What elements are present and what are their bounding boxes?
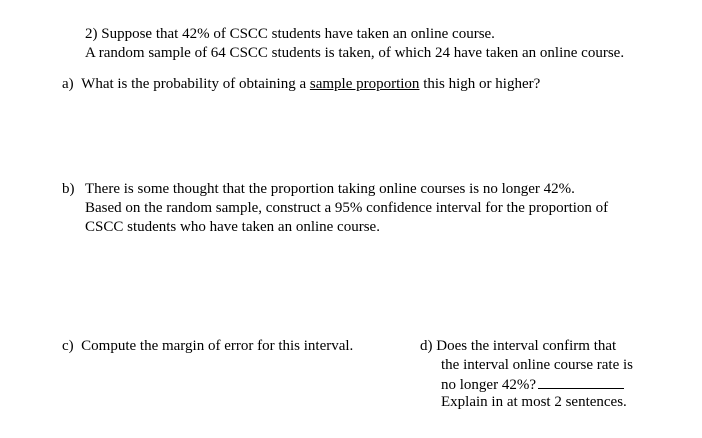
part-b-line-3: CSCC students who have taken an online course. <box>85 219 380 235</box>
part-a-question <box>62 75 540 93</box>
part-b-line-2: Based on the random sample, construct a 95% confidence interval for the proportion of <box>85 200 609 216</box>
part-d-text-3: no longer 42%? <box>441 377 536 393</box>
part-c-label: c) <box>62 338 74 354</box>
part-c-question <box>62 337 353 355</box>
part-d-answer-blank[interactable] <box>538 374 624 389</box>
part-d-text-1: Does the interval confirm that <box>436 338 617 354</box>
part-d-line-1 <box>420 337 616 355</box>
problem-intro-line-2: A random sample of 64 CSCC students is taken, of which 24 have taken an online course. <box>85 45 625 61</box>
part-c-text: Compute the margin of error for this interval. <box>81 338 354 354</box>
part-a-underlined-term: sample proportion <box>309 76 420 92</box>
part-d-line-3 <box>441 374 624 394</box>
part-a-text-before: What is the probability of obtaining a <box>81 76 310 92</box>
part-b-line-1: There is some thought that the proportion taking online courses is no longer 42%. <box>85 181 575 197</box>
part-a-text-after: this high or higher? <box>419 76 541 92</box>
part-d-line-2: the interval online course rate is <box>441 357 634 373</box>
part-b-label: b) <box>62 181 75 197</box>
problem-intro-line-1: 2) Suppose that 42% of CSCC students have taken an online course. <box>85 26 495 42</box>
part-d-line-4: Explain in at most 2 sentences. <box>441 394 627 410</box>
part-d-label: d) <box>420 338 433 354</box>
part-a-label: a) <box>62 76 74 92</box>
